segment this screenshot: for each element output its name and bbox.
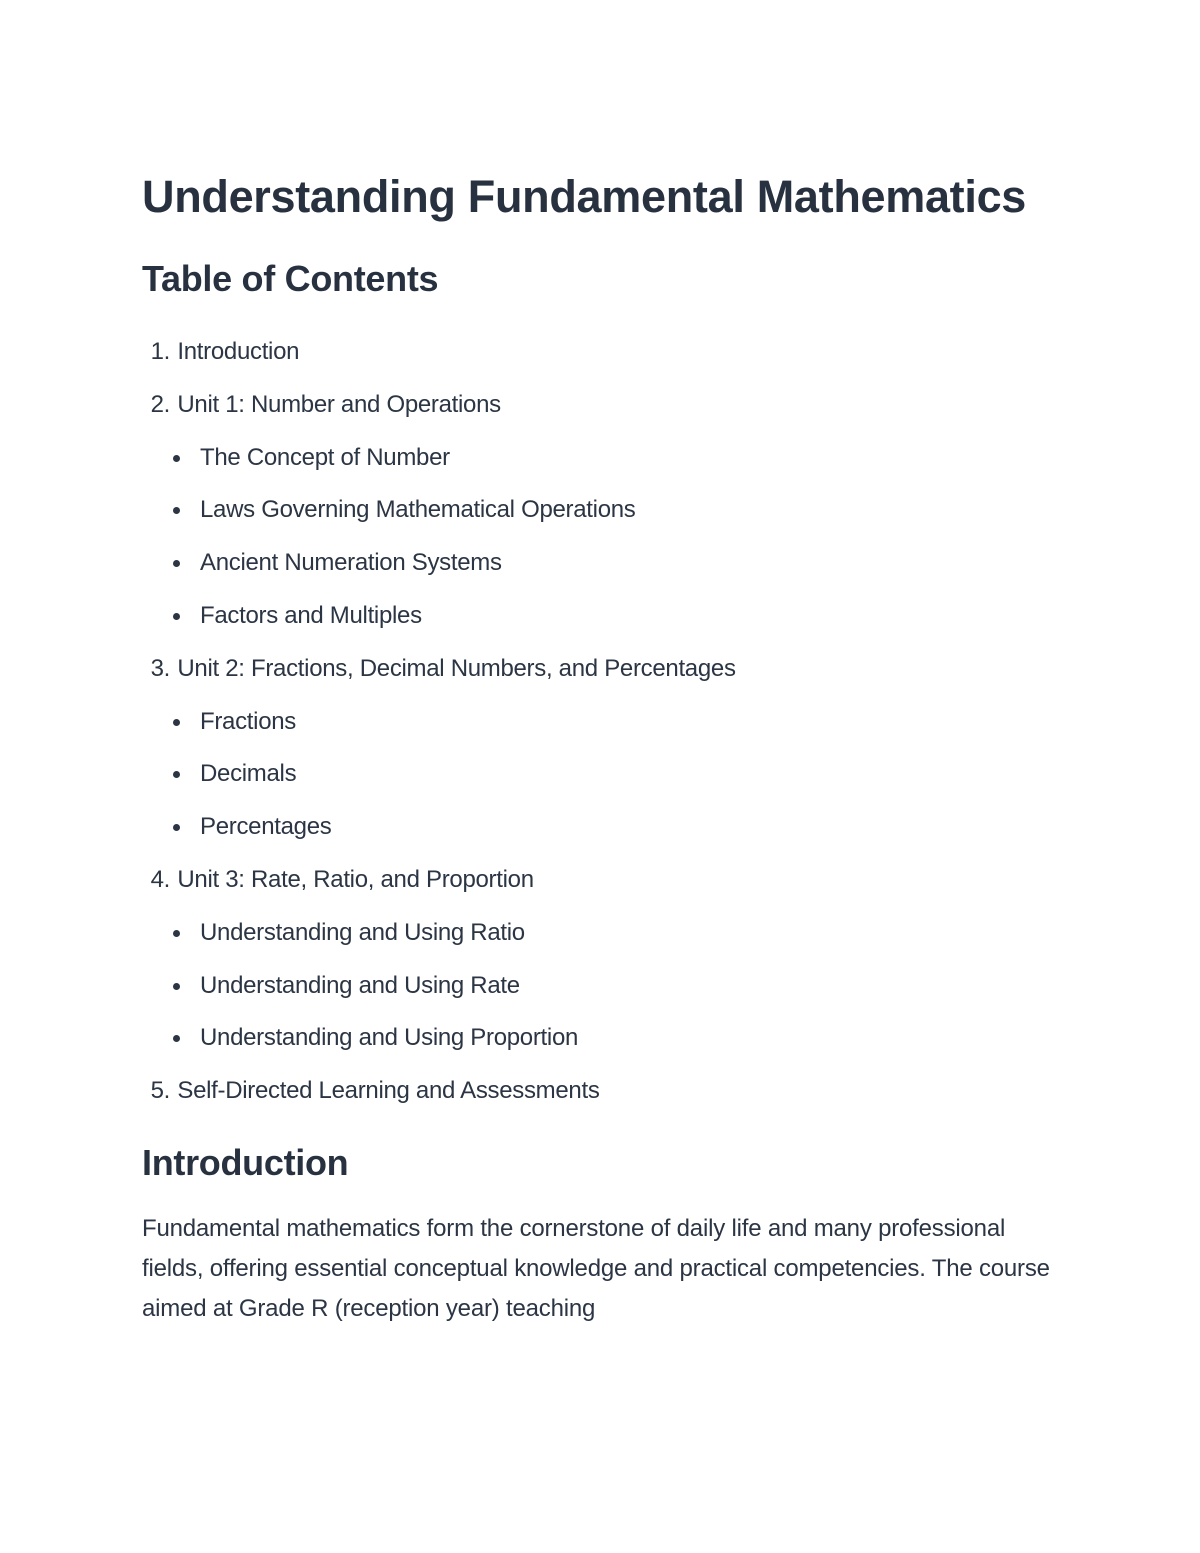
toc-entry-label: Introduction [177, 338, 300, 365]
toc-entry-number: 4. [150, 865, 170, 893]
toc-subentry-label: Understanding and Using Ratio [200, 918, 525, 946]
bullet-icon [173, 455, 180, 462]
bullet-icon [173, 560, 180, 567]
bullet-icon [173, 824, 180, 831]
toc-subentry-label: Percentages [200, 813, 332, 841]
toc-subentry[interactable] [142, 696, 1082, 749]
toc-subentry[interactable] [142, 590, 1082, 643]
bullet-icon [173, 771, 180, 778]
bullet-icon [173, 507, 180, 514]
bullet-icon [173, 613, 180, 620]
toc-subentry-label: Decimals [200, 760, 297, 788]
toc-subentry[interactable] [142, 484, 1082, 537]
bullet-icon [173, 719, 180, 726]
toc-subentry[interactable] [142, 960, 1082, 1013]
toc-entry-number: 1. [150, 338, 170, 365]
toc-entry[interactable] [142, 326, 1082, 379]
toc-subentry-label: The Concept of Number [200, 443, 450, 471]
bullet-icon [173, 930, 180, 937]
toc-subentry-label: Understanding and Using Proportion [200, 1024, 579, 1052]
toc-entry-label: Unit 1: Number and Operations [177, 390, 501, 418]
document-title: Understanding Fundamental Mathematics [142, 171, 1027, 222]
toc-subentry[interactable] [142, 1012, 1082, 1065]
toc-entry[interactable] [142, 1065, 1082, 1118]
toc-entry-number: 2. [150, 390, 170, 418]
toc-subentry-label: Understanding and Using Rate [200, 971, 520, 999]
toc-subentry[interactable] [142, 537, 1082, 590]
toc-entry-label: Unit 2: Fractions, Decimal Numbers, and Percentages [177, 654, 736, 682]
toc-entry[interactable] [142, 379, 1082, 432]
introduction-paragraph: Fundamental mathematics form the cornerstone of daily life and many professional fields, offering essential conceptual knowledge and practical competencies. The course aimed at Grade R (reception year) teaching [142, 1214, 1050, 1322]
toc-subentry[interactable] [142, 432, 1082, 485]
toc-entry[interactable] [142, 854, 1082, 907]
toc-subentry-label: Factors and Multiples [200, 601, 422, 629]
toc-entry-label: Unit 3: Rate, Ratio, and Proportion [177, 865, 534, 893]
toc-subentry[interactable] [142, 748, 1082, 801]
toc-entry-label: Self-Directed Learning and Assessments [177, 1077, 600, 1105]
toc-subentry-label: Ancient Numeration Systems [200, 549, 502, 577]
toc-entry-number: 5. [150, 1077, 170, 1105]
bullet-icon [173, 983, 180, 990]
bullet-icon [173, 1035, 180, 1042]
toc-subentry[interactable] [142, 907, 1082, 960]
toc-subentry[interactable] [142, 801, 1082, 854]
toc-heading: Table of Contents [142, 258, 439, 299]
toc-subentry-label: Fractions [200, 707, 296, 735]
toc-entry[interactable] [142, 643, 1082, 696]
toc-subentry-label: Laws Governing Mathematical Operations [200, 496, 636, 524]
toc-entry-number: 3. [150, 654, 170, 682]
introduction-heading: Introduction [142, 1141, 349, 1183]
document-page [142, 166, 1082, 1329]
table-of-contents [142, 326, 1082, 1118]
